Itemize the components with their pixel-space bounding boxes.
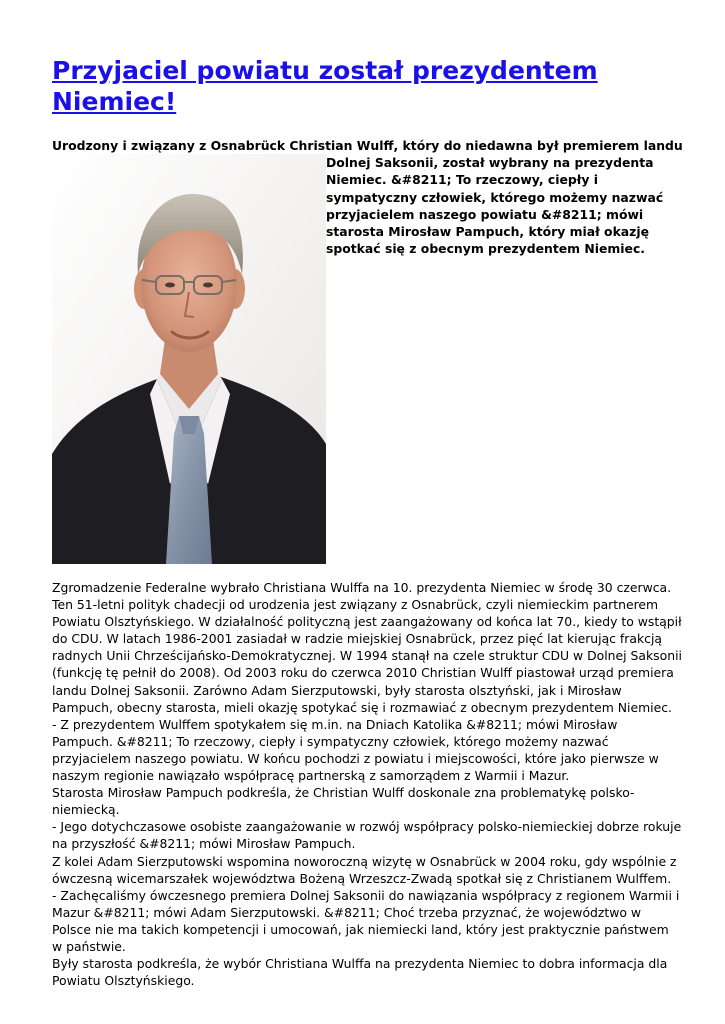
body-paragraph: - Zachęcaliśmy ówczesnego premiera Dolnej Saksonii do nawiązania współpracy z regionem Warmii i Mazur &#8211; mówi Adam Sierzputowski. &#8211; Choć trzeba przyznać, że województwo w Polsce nie ma takich kompetencji i umocowań, jak niemiecki land, który jest praktycznie państwem w państwie. — [52, 887, 680, 954]
body-paragraph: Z kolei Adam Sierzputowski wspomina noworoczną wizytę w Osnabrück w 2004 roku, gdy wspólnie z ówczesną wicemarszałek województwa Bożeną Wrzeszcz-Zwadą spotkał się z Christianem Wulffem. — [52, 853, 677, 886]
lead-continuation: Dolnej Saksonii, został wybrany na prezydenta Niemiec. &#8211; To rzeczowy, ciepły i sympatyczny człowiek, którego możemy nazwać przyjacielem naszego powiatu &#8211; mówi starosta Mirosław Pampuch, który miał okazję spotkać się z obecnym prezydentem Niemiec. — [326, 155, 664, 257]
body-paragraph: - Z prezydentem Wulffem spotykałem się m.in. na Dniach Katolika &#8211; mówi Mirosław Pampuch. &#8211; To rzeczowy, ciepły i sympatyczny człowiek, którego możemy nazwać przyjacielem naszego powiatu. W końcu pochodzi z powiatu i miejscowości, które jako pierwsze w naszym regionie nawiązało współpracę partnerską z samorządem z Warmii i Mazur. — [52, 716, 659, 784]
article-title-link[interactable]: Przyjaciel powiatu został prezydentem Niemiec! — [52, 56, 598, 117]
body-paragraph: Były starosta podkreśla, że wybór Christiana Wulffa na prezydenta Niemiec to dobra informacja dla Powiatu Olsztyńskiego. — [52, 956, 668, 989]
body-paragraph: - Jego dotychczasowe osobiste zaangażowanie w rozwój współpracy polsko-niemieckiej dobrze rokuje na przyszłość &#8211; mówi Mirosław Pampuch. — [52, 819, 682, 852]
article-body — [52, 579, 682, 989]
portrait-photo-icon — [52, 154, 326, 564]
body-paragraph: Starosta Mirosław Pampuch podkreśla, że Christian Wulff doskonale zna problematykę polsko-niemiecką. — [52, 785, 635, 818]
article-title — [52, 55, 692, 118]
body-paragraph: Zgromadzenie Federalne wybrało Christiana Wulffa na 10. prezydenta Niemiec w środę 30 czerwca. Ten 51-letni polityk chadecji od urodzenia jest związany z Osnabrück, czyli niemieckim partnerem Powiatu Olsztyńskiego. W działalność polityczną jest zaangażowany od końca lat 70., kiedy to wstąpił do CDU. W latach 1986-2001 zasiadał w radzie miejskiej Osnabrück, przez pięć lat kierując frakcją radnych Unii Chrześcijańsko-Demokratycznej. W 1994 stanął na czele struktur CDU w Dolnej Saksonii (funkcję tę pełnił do 2008). Od 2003 roku do czerwca 2010 Christian Wulff piastował urząd premiera landu Dolnej Saksonii. Zarówno Adam Sierzputowski, były starosta olsztyński, jak i Mirosław Pampuch, obecny starosta, mieli okazję spotykać się i rozmawiać z obecnym prezydentem Niemiec. — [52, 580, 682, 715]
lead-first-line: Urodzony i związany z Osnabrück Christian Wulff, który do niedawna był premierem landu — [52, 138, 683, 153]
portrait-photo — [52, 154, 326, 564]
